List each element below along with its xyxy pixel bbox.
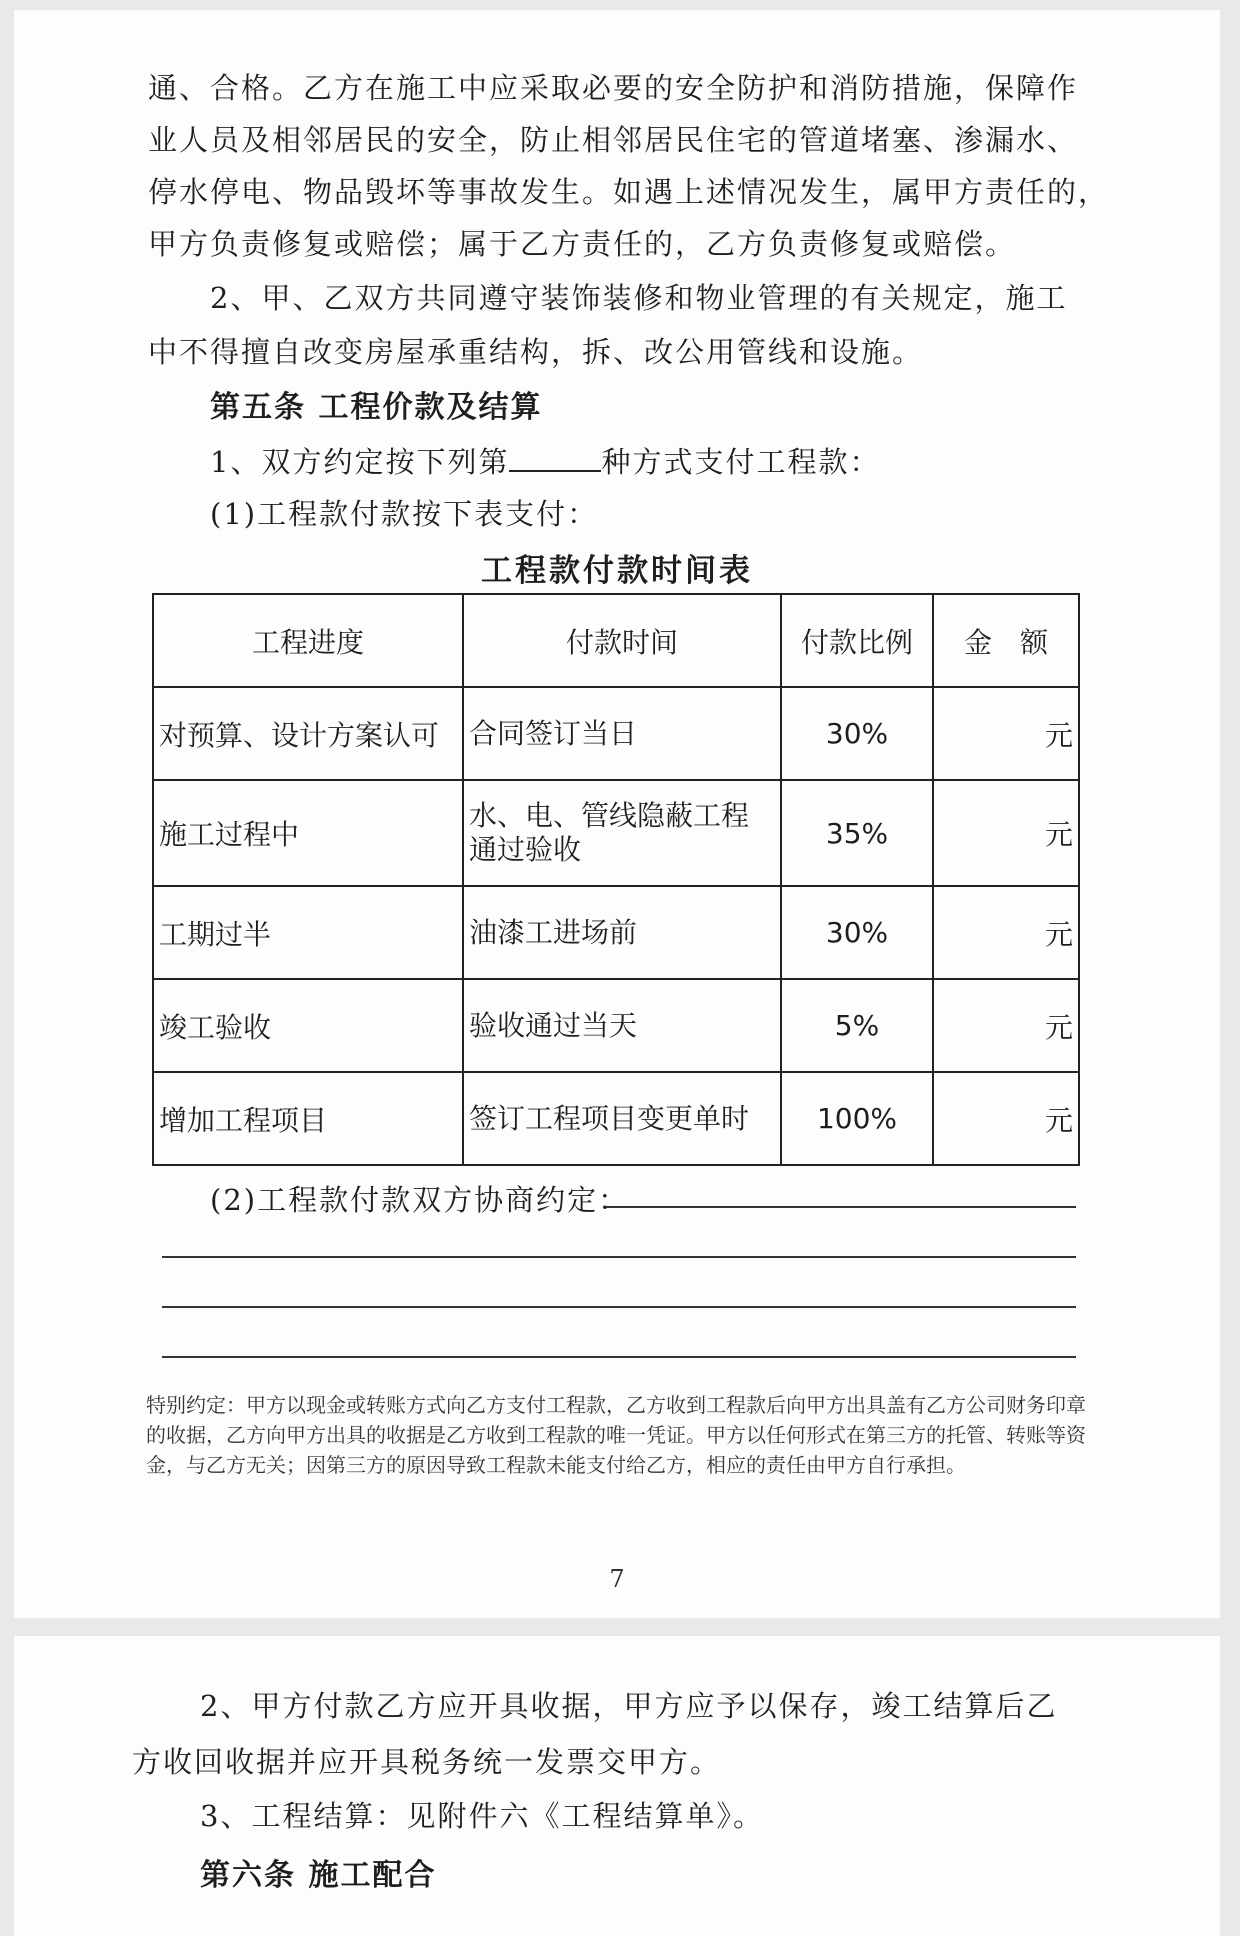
body-line-3: 停水停电、物品毁坏等事故发生。如遇上述情况发生，属甲方责任的， bbox=[148, 175, 1110, 209]
article5-heading: 第五条 工程价款及结算 bbox=[210, 390, 543, 425]
cell-stage: 对预算、设计方案认可 bbox=[153, 687, 463, 780]
table-row bbox=[153, 979, 1079, 1072]
clause2-line-2: 方收回收据并应开具税务统一发票交甲方。 bbox=[132, 1745, 722, 1779]
cell-stage: 增加工程项目 bbox=[153, 1072, 463, 1165]
document-page-8 bbox=[14, 1636, 1220, 1936]
clause1-text-before: 1、双方约定按下列第 bbox=[210, 445, 510, 479]
cell-ratio: 35% bbox=[781, 780, 933, 886]
payment-schedule-table bbox=[152, 593, 1080, 1166]
cell-time: 签订工程项目变更单时 bbox=[463, 1072, 781, 1165]
body-line-6: 中不得擅自改变房屋承重结构，拆、改公用管线和设施。 bbox=[148, 335, 924, 369]
document-page-7 bbox=[14, 10, 1220, 1618]
cell-ratio: 30% bbox=[781, 886, 933, 979]
header-stage: 工程进度 bbox=[153, 594, 463, 687]
table-row bbox=[153, 780, 1079, 886]
clause2-line-1: 2、甲方付款乙方应开具收据，甲方应予以保存，竣工结算后乙 bbox=[200, 1689, 1058, 1723]
cell-time: 水、电、管线隐蔽工程通过验收 bbox=[463, 780, 781, 886]
table-row bbox=[153, 687, 1079, 780]
table-row bbox=[153, 1072, 1079, 1165]
fill-in-line-2 bbox=[162, 1256, 1076, 1258]
body-line-2: 业人员及相邻居民的安全，防止相邻居民住宅的管道堵塞、渗漏水、 bbox=[148, 123, 1079, 157]
cell-stage: 竣工验收 bbox=[153, 979, 463, 1072]
table-title: 工程款付款时间表 bbox=[481, 553, 753, 589]
clause1-line bbox=[210, 442, 880, 482]
cell-ratio: 5% bbox=[781, 979, 933, 1072]
cell-time: 合同签订当日 bbox=[463, 687, 781, 780]
special-note: 特别约定：甲方以现金或转账方式向乙方支付工程款，乙方收到工程款后向甲方出具盖有乙方公司财务印章的收据，乙方向甲方出具的收据是乙方收到工程款的唯一凭证。甲方以任何形式在第三方的托管、转账等资金，与乙方无关；因第三方的原因导致工程款未能支付给乙方，相应的责任由甲方自行承担。 bbox=[146, 1393, 1086, 1477]
body-line-1: 通、合格。乙方在施工中应采取必要的安全防护和消防措施，保障作 bbox=[148, 71, 1079, 105]
cell-amount: 元 bbox=[933, 979, 1079, 1072]
clause1-sub1: (1)工程款付款按下表支付： bbox=[210, 497, 599, 531]
cell-amount: 元 bbox=[933, 687, 1079, 780]
header-time: 付款时间 bbox=[463, 594, 781, 687]
body-line-5: 2、甲、乙双方共同遵守装饰装修和物业管理的有关规定，施工 bbox=[210, 281, 1068, 315]
cell-amount: 元 bbox=[933, 780, 1079, 886]
clause1-text-after: 种方式支付工程款： bbox=[601, 445, 881, 479]
fill-in-line-4 bbox=[162, 1356, 1076, 1358]
payment-method-blank bbox=[509, 444, 601, 472]
header-ratio: 付款比例 bbox=[781, 594, 933, 687]
cell-time: 油漆工进场前 bbox=[463, 886, 781, 979]
body-line-4: 甲方负责修复或赔偿；属于乙方责任的，乙方负责修复或赔偿。 bbox=[148, 227, 1017, 261]
clause3-line: 3、工程结算：见附件六《工程结算单》。 bbox=[200, 1799, 764, 1833]
clause1-sub2: (2)工程款付款双方协商约定： bbox=[210, 1183, 630, 1217]
article6-heading: 第六条 施工配合 bbox=[200, 1858, 437, 1893]
cell-amount: 元 bbox=[933, 1072, 1079, 1165]
header-amount: 金 额 bbox=[933, 594, 1079, 687]
cell-stage: 施工过程中 bbox=[153, 780, 463, 886]
cell-ratio: 30% bbox=[781, 687, 933, 780]
cell-stage: 工期过半 bbox=[153, 886, 463, 979]
cell-ratio: 100% bbox=[781, 1072, 933, 1165]
table-row bbox=[153, 886, 1079, 979]
table-header-row bbox=[153, 594, 1079, 687]
fill-in-line-3 bbox=[162, 1306, 1076, 1308]
fill-in-line-1 bbox=[606, 1206, 1076, 1208]
cell-amount: 元 bbox=[933, 886, 1079, 979]
cell-time: 验收通过当天 bbox=[463, 979, 781, 1072]
page-number: 7 bbox=[609, 1565, 625, 1593]
